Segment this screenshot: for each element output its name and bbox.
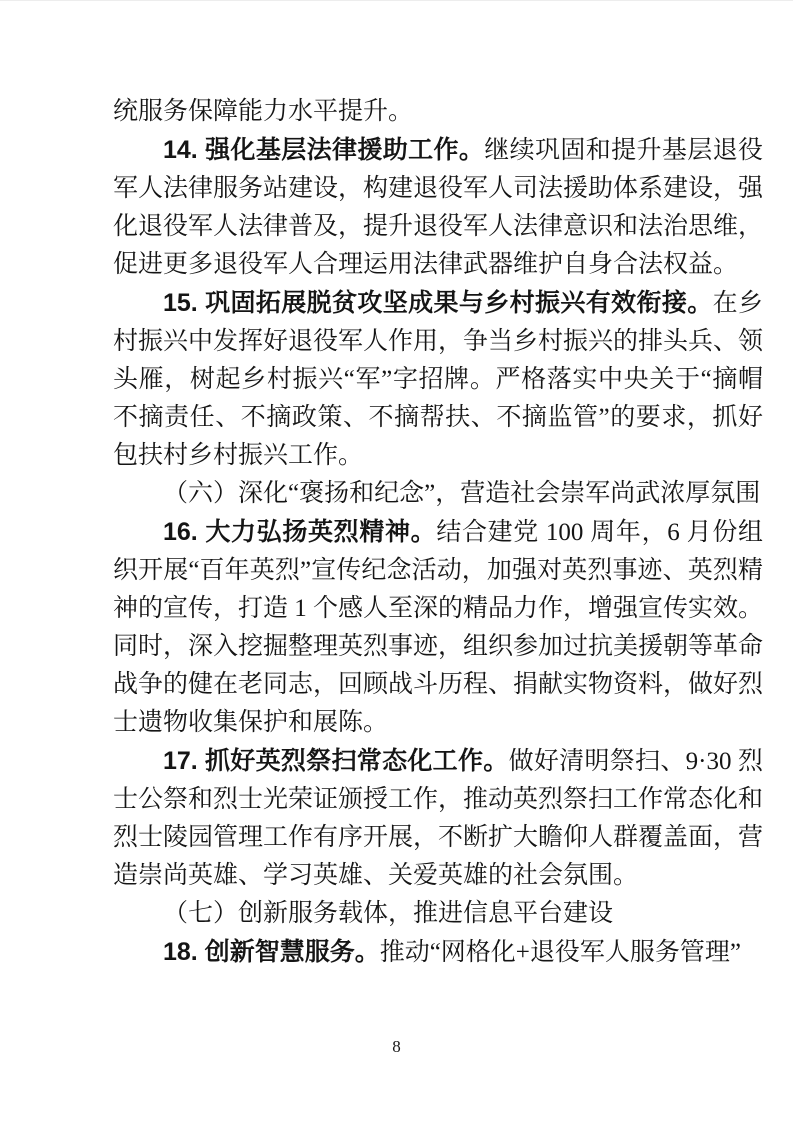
page-content: [113, 93, 763, 972]
section-heading-text: （六）深化“褒扬和纪念”，营造社会崇军尚武浓厚氛围: [163, 480, 761, 507]
paragraph-item-14: [113, 131, 763, 284]
paragraph-text: 继续巩固和提升基层退役军人法律服务站建设，构建退役军人司法援助体系建设，强化退役军人法律普及，提升退役军人法律意识和法治思维，促进更多退役军人合理运用法律武器维护自身合法权益。: [113, 137, 764, 278]
paragraph-text: 做好清明祭扫、9·30 烈士公祭和烈士光荣证颁授工作，推动英烈祭扫工作常态化和烈士陵园管理工作有序开展，不断扩大瞻仰人群覆盖面，营造崇尚英雄、学习英雄、关爱英雄的社会氛围。: [113, 748, 764, 889]
paragraph-lead: 15. 巩固拓展脱贫攻坚成果与乡村振兴有效衔接。: [163, 289, 713, 317]
section-heading-6: [113, 475, 763, 513]
paragraph-lead: 14. 强化基层法律援助工作。: [163, 136, 485, 164]
paragraph-text: 结合建党 100 周年，6 月份组织开展“百年英烈”宣传纪念活动，加强对英烈事迹、英烈精神的宣传，打造 1 个感人至深的精品力作，增强宣传实效。同时，深入挖掘整理英烈事迹，组织参加过抗美援朝等革命战争的健在老同志，回顾战斗历程、捐献实物资料，做好烈士遗物收集保护和展陈。: [113, 519, 764, 736]
paragraph-lead: 16. 大力弘扬英烈精神。: [163, 518, 437, 546]
section-heading-text: （七）创新服务载体，推进信息平台建设: [163, 900, 614, 927]
paragraph-text: 统服务保障能力水平提升。: [113, 98, 414, 125]
paragraph-lead: 17. 抓好英烈祭扫常态化工作。: [163, 747, 509, 775]
paragraph-continuation: [113, 93, 763, 131]
paragraph-text: 推动“网格化+退役军人服务管理”: [379, 939, 741, 966]
paragraph-text: 在乡村振兴中发挥好退役军人作用，争当乡村振兴的排头兵、领头雁，树起乡村振兴“军”字招牌。严格落实中央关于“摘帽不摘责任、不摘政策、不摘帮扶、不摘监管”的要求，抓好包扶村乡村振兴工作。: [113, 290, 764, 469]
paragraph-item-16: [113, 513, 763, 742]
paragraph-lead: 18. 创新智慧服务。: [163, 938, 380, 966]
paragraph-item-15: [113, 284, 763, 475]
section-heading-7: [113, 895, 763, 933]
paragraph-item-17: [113, 742, 763, 895]
paragraph-item-18: [113, 933, 763, 972]
page-number: 8: [392, 1037, 401, 1056]
